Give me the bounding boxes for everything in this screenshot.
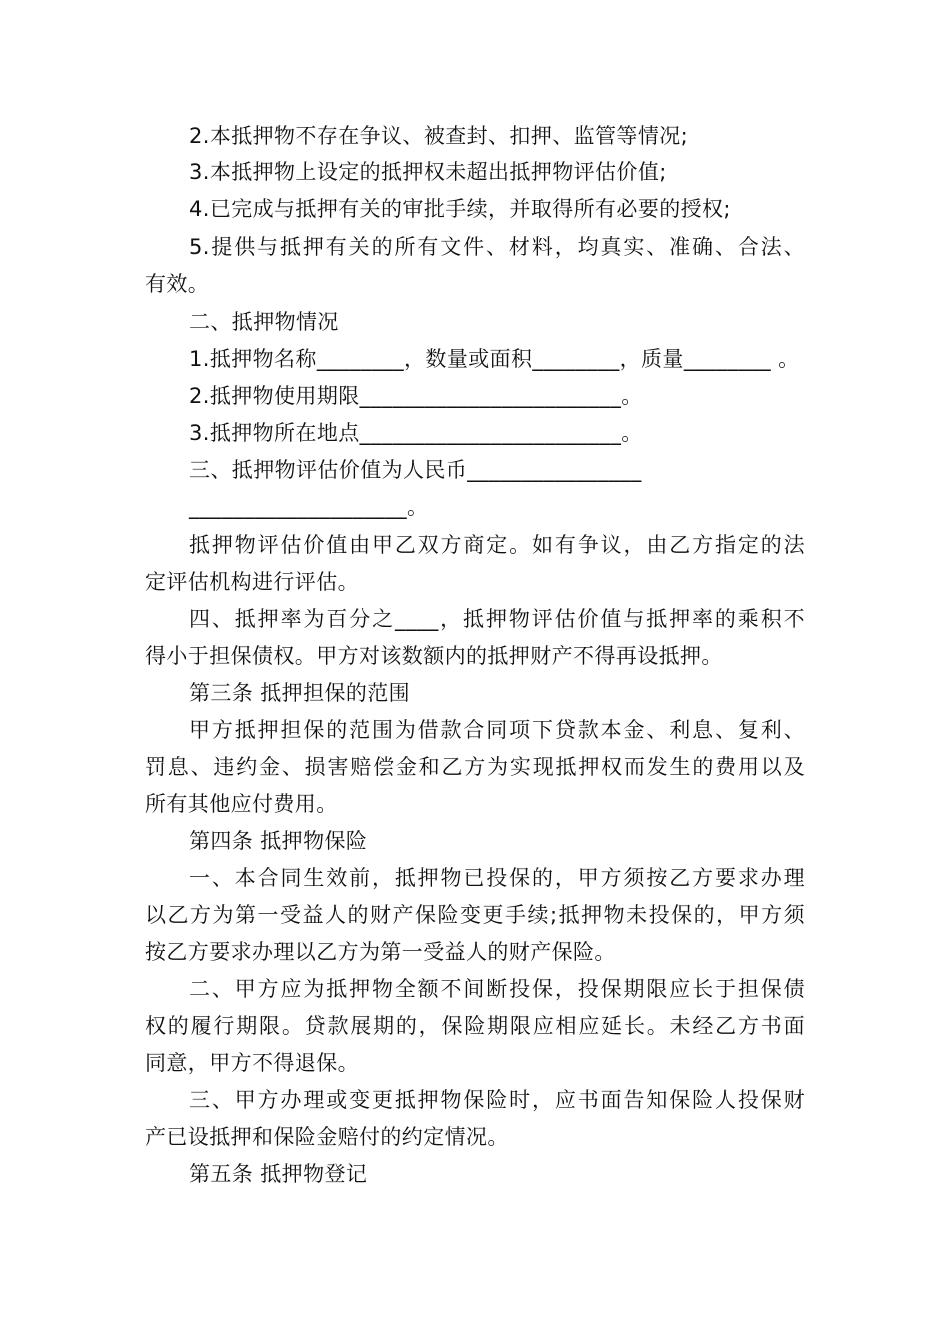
text-line: 2.抵押物使用期限________________________。 bbox=[189, 384, 643, 408]
article-heading: 第五条 抵押物登记 bbox=[189, 1162, 368, 1186]
text-line: 三、甲方办理或变更抵押物保险时，应书面告知保险人投保财 bbox=[189, 1088, 805, 1112]
text-line: 四、抵押率为百分之____，抵押物评估价值与抵押率的乘积不 bbox=[189, 607, 805, 631]
text-line: 罚息、违约金、损害赔偿金和乙方为实现抵押权而发生的费用以及 bbox=[145, 755, 805, 779]
text-line: 3.本抵押物上设定的抵押权未超出抵押物评估价值; bbox=[189, 160, 667, 184]
text-line: 所有其他应付费用。 bbox=[145, 792, 338, 816]
section-heading: 二、抵押物情况 bbox=[189, 310, 339, 334]
text-line: 3.抵押物所在地点________________________。 bbox=[189, 421, 643, 445]
text-line: ____________________。 bbox=[189, 495, 429, 519]
text-line: 同意，甲方不得退保。 bbox=[145, 1051, 359, 1075]
text-line: 4.已完成与抵押有关的审批手续，并取得所有必要的授权; bbox=[189, 197, 731, 221]
text-line: 定评估机构进行评估。 bbox=[145, 570, 359, 594]
text-line: 二、甲方应为抵押物全额不间断投保，投保期限应长于担保债 bbox=[189, 977, 805, 1001]
text-line: 抵押物评估价值由甲乙双方商定。如有争议，由乙方指定的法 bbox=[189, 533, 805, 557]
text-line: 1.抵押物名称________，数量或面积________，质量________ 。 bbox=[189, 347, 800, 371]
text-line: 5.提供与抵押有关的所有文件、材料，均真实、准确、合法、 bbox=[189, 235, 805, 259]
article-heading: 第四条 抵押物保险 bbox=[189, 829, 368, 853]
text-line: 权的履行期限。贷款展期的，保险期限应相应延长。未经乙方书面 bbox=[145, 1014, 805, 1038]
text-line: 按乙方要求办理以乙方为第一受益人的财产保险。 bbox=[145, 940, 616, 964]
text-line: 以乙方为第一受益人的财产保险变更手续;抵押物未投保的，甲方须 bbox=[145, 903, 805, 927]
text-line: 2.本抵押物不存在争议、被查封、扣押、监管等情况; bbox=[189, 124, 689, 148]
text-line: 一、本合同生效前，抵押物已投保的，甲方须按乙方要求办理 bbox=[189, 866, 805, 890]
text-line: 产已设抵押和保险金赔付的约定情况。 bbox=[145, 1125, 509, 1149]
text-line: 甲方抵押担保的范围为借款合同项下贷款本金、利息、复利、 bbox=[189, 718, 805, 742]
text-line: 有效。 bbox=[145, 272, 210, 296]
section-heading: 三、抵押物评估价值为人民币________________ bbox=[189, 458, 642, 482]
article-heading: 第三条 抵押担保的范围 bbox=[189, 681, 411, 705]
text-line: 得小于担保债权。甲方对该数额内的抵押财产不得再设抵押。 bbox=[145, 644, 723, 668]
